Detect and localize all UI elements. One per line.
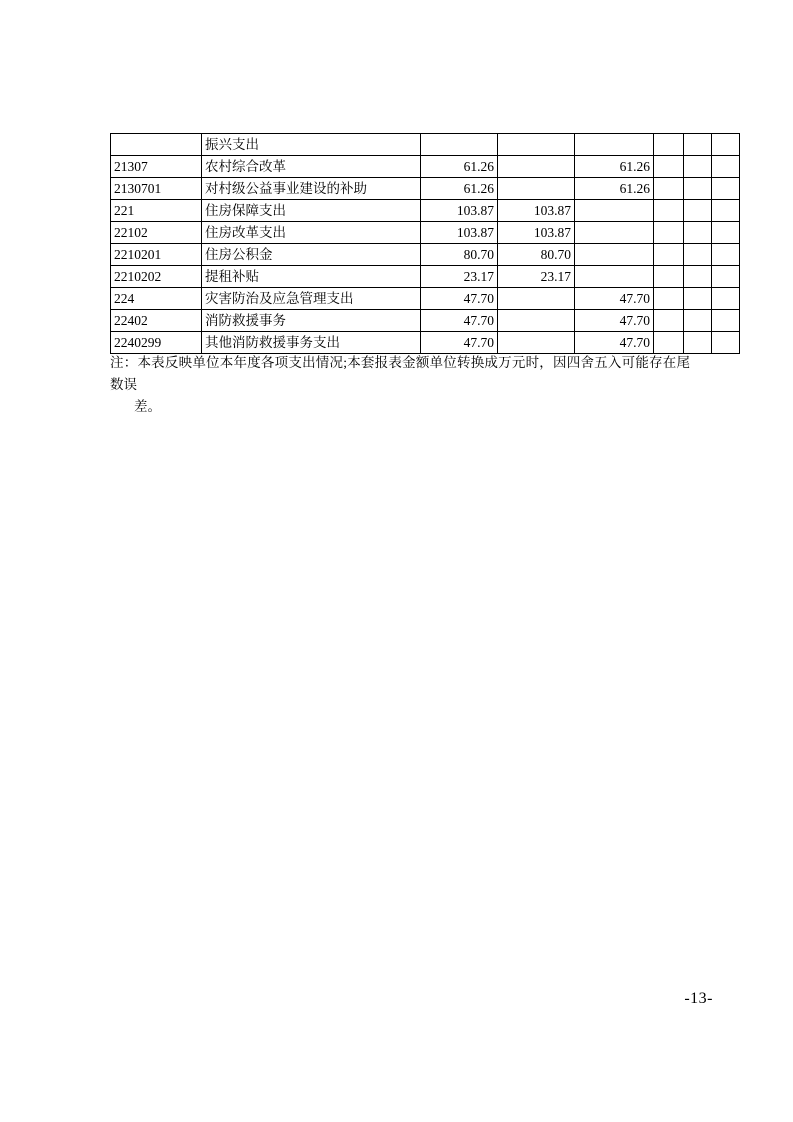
- cell-project: [575, 244, 654, 266]
- cell-extra-2: [684, 200, 712, 222]
- cell-basic: 80.70: [498, 244, 575, 266]
- cell-extra-1: [654, 178, 684, 200]
- cell-project: [575, 222, 654, 244]
- page-number: -13-: [684, 990, 713, 1007]
- cell-extra-3: [712, 310, 740, 332]
- cell-total: 47.70: [421, 332, 498, 354]
- table-row: [111, 200, 740, 222]
- cell-project: [575, 134, 654, 156]
- cell-total: [421, 134, 498, 156]
- cell-basic: [498, 178, 575, 200]
- cell-extra-2: [684, 288, 712, 310]
- cell-code: 22102: [111, 222, 202, 244]
- cell-code: 2240299: [111, 332, 202, 354]
- cell-project: 61.26: [575, 178, 654, 200]
- cell-total: 80.70: [421, 244, 498, 266]
- cell-basic: 103.87: [498, 200, 575, 222]
- cell-total: 61.26: [421, 156, 498, 178]
- cell-code: 224: [111, 288, 202, 310]
- cell-extra-3: [712, 178, 740, 200]
- cell-extra-3: [712, 266, 740, 288]
- cell-code: 21307: [111, 156, 202, 178]
- cell-extra-1: [654, 266, 684, 288]
- cell-name: 住房公积金: [202, 244, 421, 266]
- table-row: [111, 178, 740, 200]
- cell-extra-3: [712, 200, 740, 222]
- cell-basic: [498, 134, 575, 156]
- cell-code: [111, 134, 202, 156]
- table-row: [111, 310, 740, 332]
- cell-extra-1: [654, 222, 684, 244]
- note-line-1: 注：本表反映单位本年度各项支出情况;本套报表金额单位转换成万元时，因四舍五入可能存在尾数误: [110, 355, 690, 392]
- cell-project: 47.70: [575, 332, 654, 354]
- cell-name: 对村级公益事业建设的补助: [202, 178, 421, 200]
- cell-project: 47.70: [575, 288, 654, 310]
- cell-basic: [498, 332, 575, 354]
- table-row: [111, 156, 740, 178]
- cell-extra-1: [654, 134, 684, 156]
- cell-extra-3: [712, 288, 740, 310]
- cell-extra-2: [684, 134, 712, 156]
- table-row: [111, 244, 740, 266]
- cell-extra-3: [712, 222, 740, 244]
- cell-code: 22402: [111, 310, 202, 332]
- cell-extra-1: [654, 288, 684, 310]
- cell-project: 61.26: [575, 156, 654, 178]
- cell-basic: 103.87: [498, 222, 575, 244]
- cell-extra-3: [712, 134, 740, 156]
- cell-total: 103.87: [421, 222, 498, 244]
- cell-extra-2: [684, 244, 712, 266]
- cell-code: 2210201: [111, 244, 202, 266]
- cell-extra-1: [654, 332, 684, 354]
- cell-project: [575, 200, 654, 222]
- cell-total: 23.17: [421, 266, 498, 288]
- table-row: [111, 222, 740, 244]
- cell-basic: [498, 288, 575, 310]
- cell-basic: [498, 156, 575, 178]
- cell-total: 47.70: [421, 288, 498, 310]
- cell-total: 103.87: [421, 200, 498, 222]
- cell-extra-1: [654, 156, 684, 178]
- cell-extra-1: [654, 200, 684, 222]
- table-row: [111, 288, 740, 310]
- cell-extra-2: [684, 222, 712, 244]
- cell-name: 农村综合改革: [202, 156, 421, 178]
- cell-total: 61.26: [421, 178, 498, 200]
- cell-extra-1: [654, 310, 684, 332]
- cell-extra-1: [654, 244, 684, 266]
- cell-extra-2: [684, 310, 712, 332]
- table-row: [111, 266, 740, 288]
- note-line-2: 差。: [134, 399, 161, 414]
- table-body: [111, 134, 740, 354]
- cell-extra-3: [712, 244, 740, 266]
- cell-basic: [498, 310, 575, 332]
- table-row: [111, 332, 740, 354]
- cell-name: 灾害防治及应急管理支出: [202, 288, 421, 310]
- cell-code: 2130701: [111, 178, 202, 200]
- cell-code: 2210202: [111, 266, 202, 288]
- cell-extra-3: [712, 332, 740, 354]
- cell-project: 47.70: [575, 310, 654, 332]
- expenditure-table: [110, 133, 740, 354]
- expenditure-table-container: [110, 133, 683, 354]
- cell-extra-3: [712, 156, 740, 178]
- cell-name: 住房保障支出: [202, 200, 421, 222]
- cell-name: 住房改革支出: [202, 222, 421, 244]
- cell-project: [575, 266, 654, 288]
- table-row: [111, 134, 740, 156]
- cell-name: 提租补贴: [202, 266, 421, 288]
- cell-total: 47.70: [421, 310, 498, 332]
- cell-basic: 23.17: [498, 266, 575, 288]
- cell-extra-2: [684, 156, 712, 178]
- table-note: [110, 352, 690, 418]
- cell-extra-2: [684, 332, 712, 354]
- cell-extra-2: [684, 178, 712, 200]
- cell-name: 消防救援事务: [202, 310, 421, 332]
- cell-name: 其他消防救援事务支出: [202, 332, 421, 354]
- cell-name: 振兴支出: [202, 134, 421, 156]
- cell-extra-2: [684, 266, 712, 288]
- cell-code: 221: [111, 200, 202, 222]
